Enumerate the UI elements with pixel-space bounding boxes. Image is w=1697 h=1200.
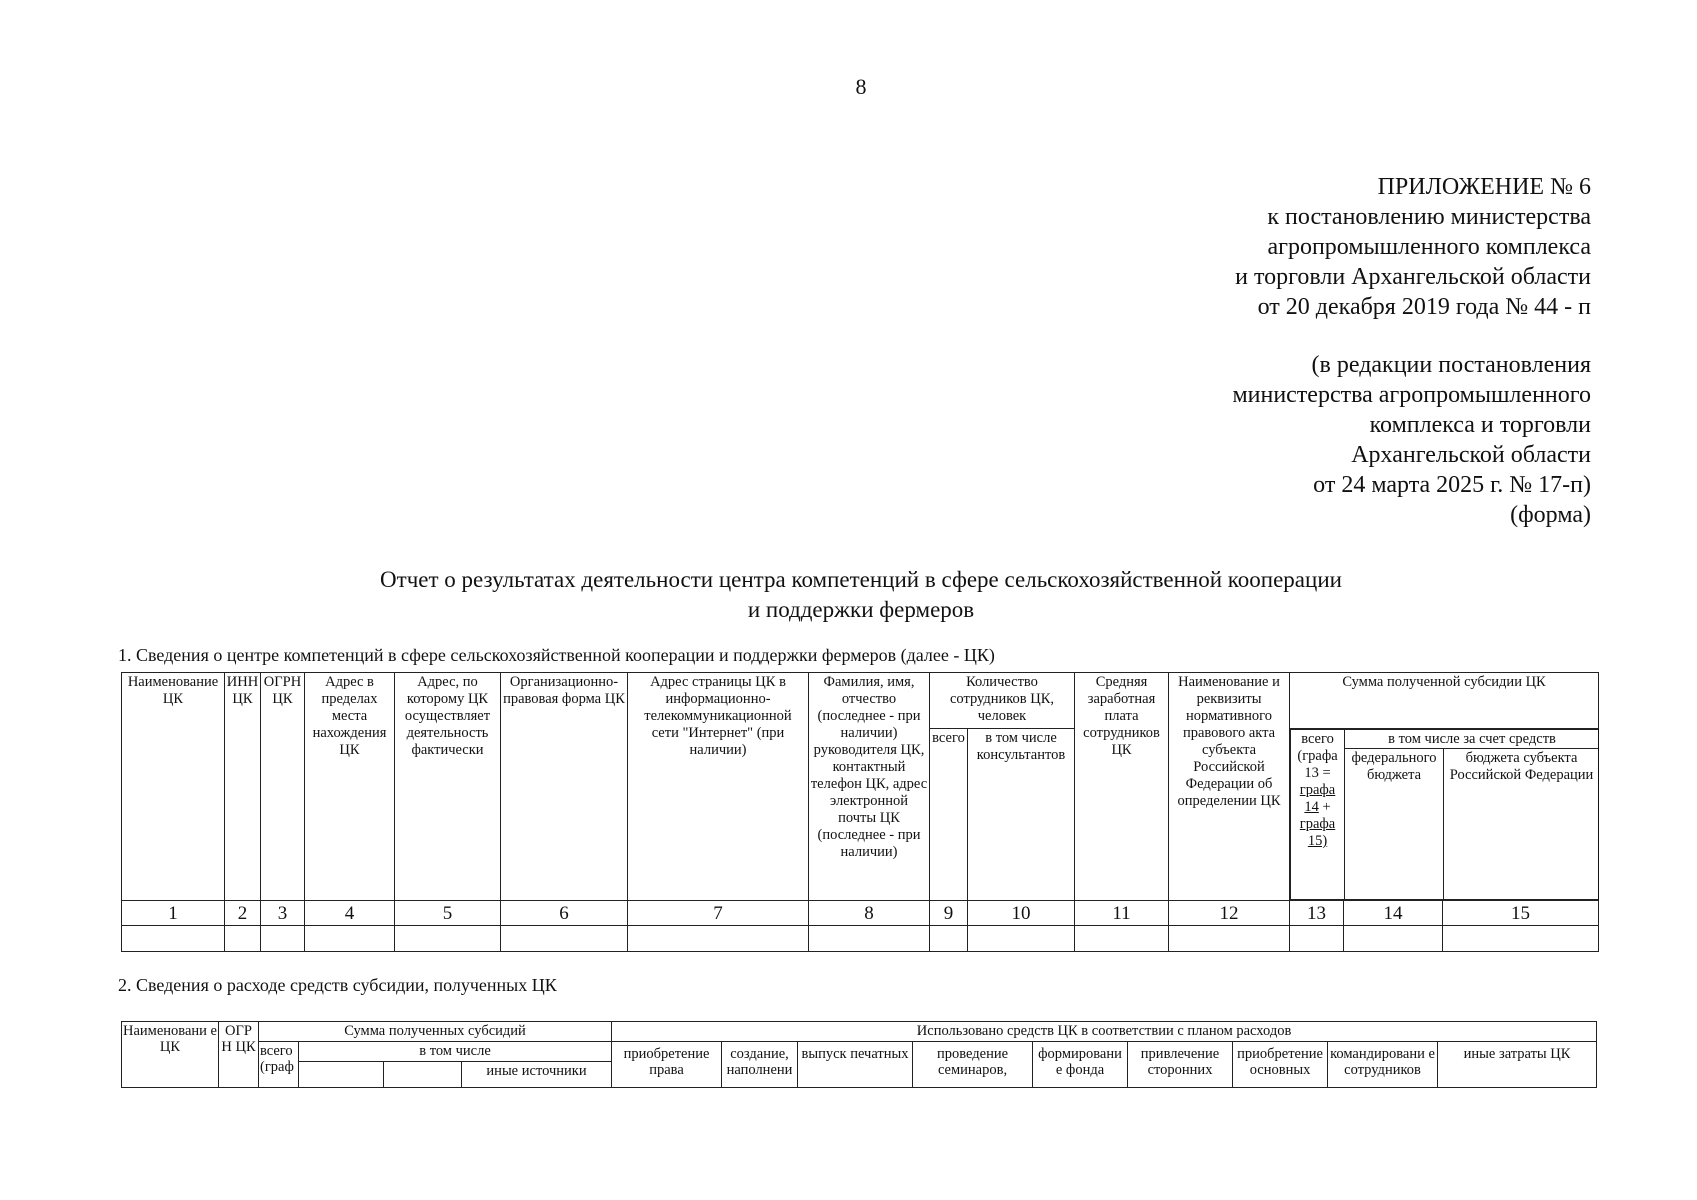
column-number: 2 [225,901,261,926]
col-header-federal-budget: федерального бюджета [1345,749,1444,900]
col-header-legal-act: Наименование и реквизиты нормативного правового акта субъекта Российской Федерации об определении ЦК [1169,673,1290,901]
appendix-line: и торговли Архангельской области [1235,264,1591,290]
empty-cell [930,926,968,952]
col-header-inn: ИНН ЦК [225,673,261,901]
column-number: 13 [1290,901,1344,926]
empty-cell [809,926,930,952]
column-numbers-row [122,901,1599,926]
column-number: 4 [305,901,395,926]
edition-line: (в редакции постановления [1311,352,1591,378]
col-header-expense: проведение семинаров, [913,1042,1033,1088]
subsidy-spending-table [121,1021,1597,1088]
column-number: 7 [628,901,809,926]
col-header-expense: приобретение основных [1233,1042,1328,1088]
col-header-head-info: Фамилия, имя, отчество (последнее - при наличии) руководителя ЦК, контактный телефон ЦК, адрес электронной почты ЦК (последнее - при наличии) [809,673,930,901]
col-header-web-page: Адрес страницы ЦК в информационно-телекоммуникационной сети "Интернет" (при наличии) [628,673,809,901]
report-title-line: и поддержки фермеров [747,597,975,622]
col-header-name: Наименование ЦК [122,673,225,901]
subsidy-subheader-cell [1290,729,1599,901]
empty-cell [1075,926,1169,952]
column-number: 10 [968,901,1075,926]
empty-cell [1169,926,1290,952]
column-number: 1 [122,901,225,926]
page-number: 8 [855,74,867,99]
col-header-subsidy-sum: Сумма полученной субсидии ЦК [1290,673,1599,729]
empty-cell [1344,926,1443,952]
empty-cell [628,926,809,952]
empty-cell [501,926,628,952]
column-number: 14 [1344,901,1443,926]
section1-heading: 1. Сведения о центре компетенций в сфере сельскохозяйственной кооперации и поддержки фермеров (далее - ЦК) [118,645,995,665]
center-info-table [121,672,1599,952]
empty-cell [305,926,395,952]
col-header-staff-consultants: в том числе консультантов [968,729,1075,901]
column-number: 6 [501,901,628,926]
col-header-total: всего (граф [259,1042,299,1088]
column-number: 8 [809,901,930,926]
empty-cell [1290,926,1344,952]
column-number: 9 [930,901,968,926]
empty-cell [1443,926,1599,952]
appendix-header [1232,172,1591,530]
col-header-expense: формировани е фонда [1033,1042,1128,1088]
col-header-expense: создание, наполнени [722,1042,798,1088]
col-header-expense: привлечение сторонних [1128,1042,1233,1088]
report-title-line: Отчет о результатах деятельности центра компетенций в сфере сельскохозяйственной кооперации [380,567,1342,592]
col-header-address-actual: Адрес, по которому ЦК осуществляет деятельность фактически [395,673,501,901]
col-header-expense: выпуск печатных [798,1042,913,1088]
section2-heading: 2. Сведения о расходе средств субсидии, полученных ЦК [118,975,557,995]
column-number: 3 [261,901,305,926]
appendix-line: агропромышленного комплекса [1267,234,1591,260]
col-header-expense: приобретение права [612,1042,722,1088]
column-number: 5 [395,901,501,926]
col-header-ogrn: ОГРН ЦК [261,673,305,901]
col-header-regional-budget: бюджета субъекта Российской Федерации [1444,749,1599,900]
appendix-line: к постановлению министерства [1267,204,1591,230]
column-number: 11 [1075,901,1169,926]
report-title [0,565,1697,625]
empty-cell [395,926,501,952]
edition-line: министерства агропромышленного [1232,382,1591,408]
col-header-including-sources: в том числе за счет средств [1345,730,1599,749]
col-header-ogrn: ОГР Н ЦК [219,1022,259,1088]
col-header-subsidy-total: всего (графа 13 = графа 14 + графа 15) [1291,730,1345,900]
empty-cell [299,1062,384,1088]
col-header-subsidies-received: Сумма полученных субсидий [259,1022,612,1042]
col-header-used-funds: Использовано средств ЦК в соответствии с планом расходов [612,1022,1597,1042]
col-header-legal-form: Организационно-правовая форма ЦК [501,673,628,901]
col-header-avg-salary: Средняя заработная плата сотрудников ЦК [1075,673,1169,901]
col-header-other-sources: иные источники [462,1062,612,1088]
column-number: 12 [1169,901,1290,926]
empty-cell [122,926,225,952]
col-header-expense: иные затраты ЦК [1438,1042,1597,1088]
empty-cell [261,926,305,952]
appendix-title: ПРИЛОЖЕНИЕ № 6 [1377,174,1591,200]
form-label: (форма) [1510,502,1591,528]
col-header-expense: командировани е сотрудников [1328,1042,1438,1088]
table-row [122,926,1599,952]
col-header-staff-total: всего [930,729,968,901]
subsidy-subheader [1290,729,1599,900]
empty-cell [225,926,261,952]
edition-line: комплекса и торговли [1369,412,1591,438]
column-number: 15 [1443,901,1599,926]
col-header-name: Наименовани е ЦК [122,1022,219,1088]
col-header-staff-count: Количество сотрудников ЦК, человек [930,673,1075,729]
appendix-line: от 20 декабря 2019 года № 44 - п [1257,294,1591,320]
empty-cell [968,926,1075,952]
col-header-including: в том числе [299,1042,612,1062]
col-header-address-location: Адрес в пределах места нахождения ЦК [305,673,395,901]
empty-cell [384,1062,462,1088]
edition-line: Архангельской области [1351,442,1591,468]
edition-line: от 24 марта 2025 г. № 17-п) [1313,472,1591,498]
